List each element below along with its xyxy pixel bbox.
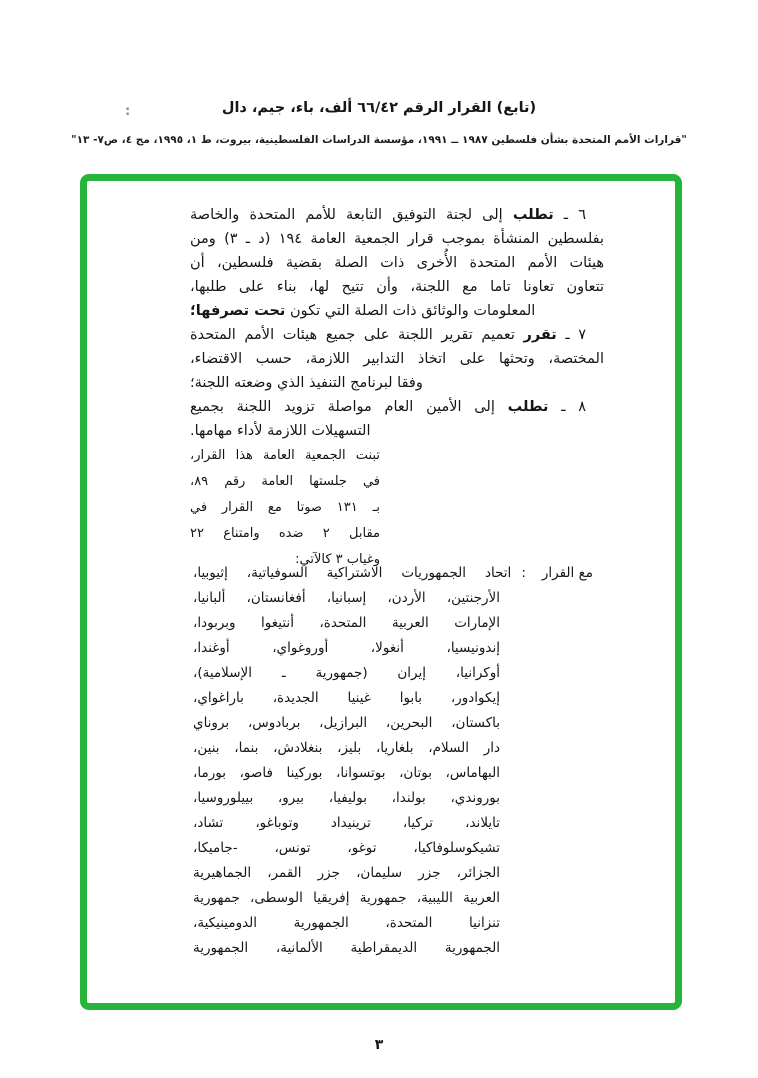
vote-list-line: إندونيسيا، أنغولا، أوروغواي، أوغندا،: [193, 640, 500, 656]
note-line: مقابل ٢ ضده وامتناع ٢٢: [190, 526, 380, 541]
scan-artifact-colon: :: [125, 104, 131, 119]
paragraph-line: وفقا لبرنامج التنفيذ الذي وضعته اللجنة؛: [190, 375, 423, 391]
vote-list-line: العربية الليبية، جمهورية إفريقيا الوسطى، جمهورية: [193, 890, 500, 906]
note-line: وغياب ٣ كالآتي:: [295, 552, 380, 567]
vote-list-line: الجمهورية الديمقراطية الألمانية، الجمهورية: [193, 940, 500, 956]
paragraph-line: ٧ ـ تقرر تعميم تقرير اللجنة على جميع هيئات الأمم المتحدة: [190, 327, 586, 343]
vote-list-row: [193, 561, 593, 586]
vote-list-line: الأرجنتين، الأردن، إسبانيا، أفغانستان، ألبانيا،: [193, 590, 500, 606]
paragraph-line: المختصة، وتحثها على اتخاذ التدابير اللازمة، حسب الاقتضاء،: [190, 351, 604, 367]
paragraph-line: المعلومات والوثائق ذات الصلة التي تكون تحت تصرفها؛: [190, 303, 536, 319]
resolution-paragraphs: [190, 203, 604, 443]
adoption-note: [190, 443, 380, 573]
page-title: (تابع) القرار الرقم ٦٦/٤٢ ألف، باء، جيم، دال: [221, 100, 537, 116]
paragraph-line: بفلسطين المنشأة بموجب قرار الجمعية العامة ١٩٤ (د ـ ٣) ومن: [190, 231, 605, 247]
vote-list-line: بوروندي، بولندا، بوليفيا، بيرو، بييلوروسيا،: [193, 790, 500, 806]
vote-list-line: باكستان، البحرين، البرازيل، بربادوس، بروناي: [193, 715, 500, 731]
vote-list-line: أوكرانيا، إيران (جمهورية ـ الإسلامية)،: [193, 665, 500, 681]
vote-list-line: تايلاند، تركيا، ترينيداد وتوباغو، تشاد،: [193, 815, 500, 831]
note-line: تبنت الجمعية العامة هذا القرار،: [190, 448, 380, 463]
page-number: ٣: [374, 1037, 384, 1053]
vote-list-line: البهاماس، بوتان، بوتسوانا، بوركينا فاصو، بورما،: [193, 765, 500, 781]
paragraph-line: ٨ ـ تطلب إلى الأمين العام مواصلة تزويد اللجنة بجميع: [190, 399, 586, 415]
paragraph-line: هيئات الأمم المتحدة الأُخرى ذات الصلة بقضية فلسطين، أن: [190, 255, 604, 271]
vote-list: [193, 561, 593, 961]
document-frame: [80, 174, 682, 1010]
vote-list-line: إيكوادور، بابوا غينيا الجديدة، باراغواي،: [193, 690, 500, 706]
paragraph-line: التسهيلات اللازمة لأداء مهامها.: [190, 423, 371, 439]
vote-list-line: الجزائر، جزر سليمان، جزر القمر، الجماهيرية: [193, 865, 500, 881]
paragraph-line: ٦ ـ تطلب إلى لجنة التوفيق التابعة للأمم المتحدة والخاصة: [190, 207, 586, 223]
vote-list-line: تنزانيا المتحدة، الجمهورية الدومينيكية،: [193, 915, 500, 931]
vote-list-label: مع القرار: [541, 565, 593, 581]
vote-list-first-line: اتحاد الجمهوريات الاشتراكية السوفياتية، إثيوبيا،: [193, 565, 512, 581]
note-line: في جلستها العامة رقم ٨٩،: [190, 474, 380, 489]
vote-list-line: الإمارات العربية المتحدة، أنتيغوا وبربودا،: [193, 615, 500, 631]
source-citation: "قرارات الأمم المتحدة بشأن فلسطين ١٩٨٧ ــ ١٩٩١، مؤسسة الدراسات الفلسطينية، بيروت، ط ١، ١٩٩٥، مج ٤، ص٧- ١٣": [71, 134, 687, 146]
vote-list-colon: :: [521, 565, 526, 581]
paragraph-line: تتعاون تعاونا تاما مع اللجنة، وأن تتيح لها، بناء على طلبها،: [190, 279, 604, 295]
vote-list-line: دار السلام، بلغاريا، بليز، بنغلادش، بنما، بنين،: [193, 740, 500, 756]
vote-list-line: تشيكوسلوفاكيا، توغو، تونس، -جاميكا،: [193, 840, 500, 856]
document-content: [87, 181, 675, 1003]
note-line: بـ ١٣١ صوتا مع القرار في: [190, 500, 381, 515]
